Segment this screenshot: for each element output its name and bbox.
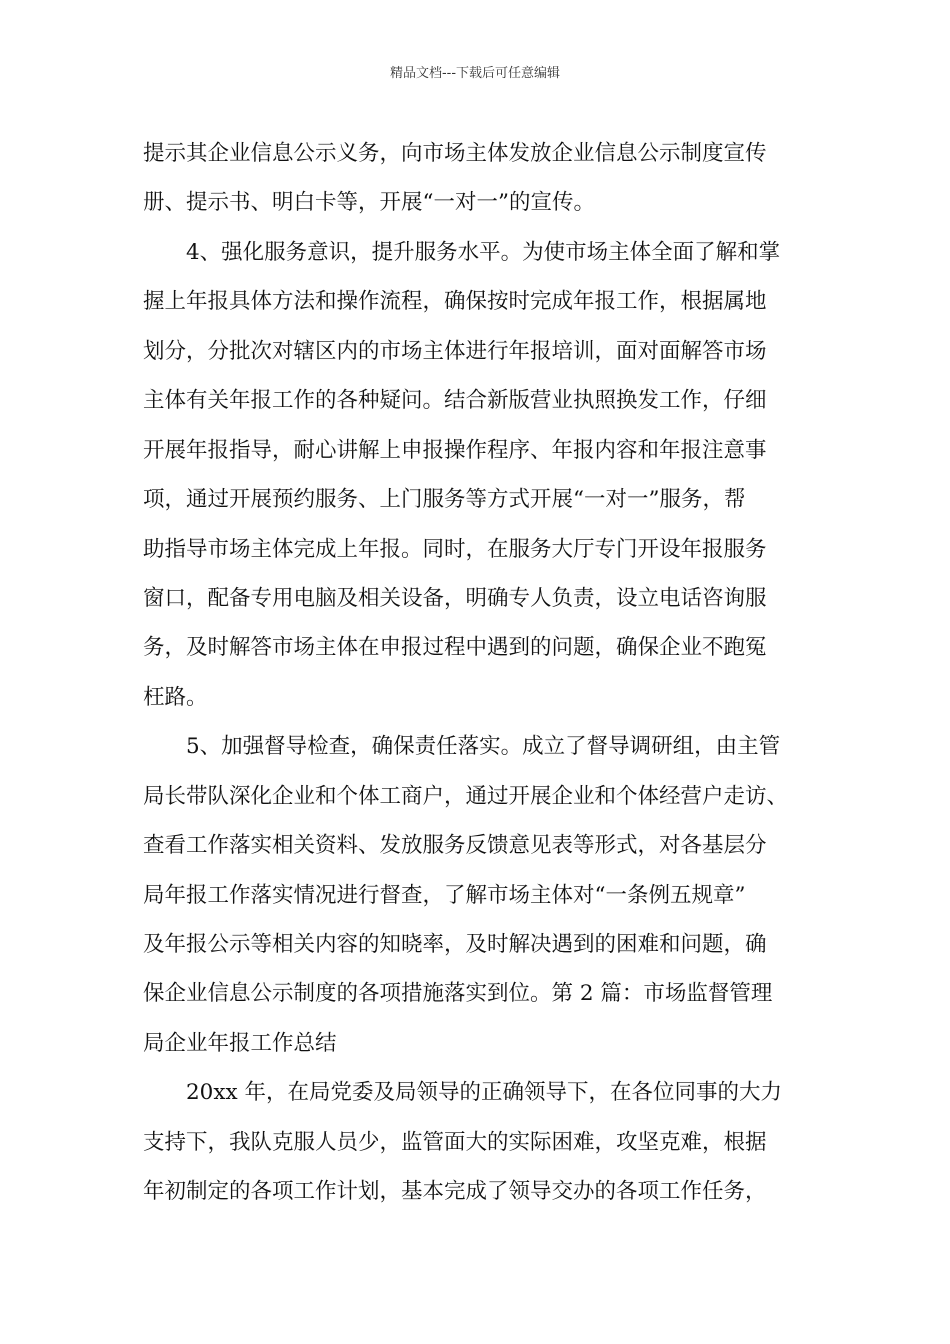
text-line: 枉路。 <box>143 684 208 710</box>
text-line: 支持下，我队克服人员少，监管面大的实际困难，攻坚克难，根据 <box>143 1129 767 1155</box>
text-line: 务，及时解答市场主体在申报过程中遇到的问题，确保企业不跑冤 <box>143 635 767 661</box>
text-line: 局企业年报工作总结 <box>143 1030 337 1056</box>
text-line: 保企业信息公示制度的各项措施落实到位。第 2 篇：市场监督管理 <box>143 981 773 1007</box>
text-line: 查看工作落实相关资料、发放服务反馈意见表等形式，对各基层分 <box>143 833 767 859</box>
paragraph-start-line: 5、加强督导检查，确保责任落实。成立了督导调研组，由主管 <box>186 734 781 760</box>
text-line: 局年报工作落实情况进行督查，了解市场主体对“一条例五规章” <box>143 882 746 908</box>
text-line: 册、提示书、明白卡等，开展“一对一”的宣传。 <box>143 190 595 216</box>
text-line: 及年报公示等相关内容的知晓率，及时解决遇到的困难和问题，确 <box>143 932 767 957</box>
text-line: 开展年报指导，耐心讲解上申报操作程序、年报内容和年报注意事 <box>143 437 767 463</box>
text-line: 划分，分批次对辖区内的市场主体进行年报培训，面对面解答市场 <box>143 338 767 364</box>
paragraph-start-line: 4、强化服务意识，提升服务水平。为使市场主体全面了解和掌 <box>186 239 781 265</box>
page-header: 精品文档---下载后可任意编辑 <box>389 66 561 81</box>
text-line: 握上年报具体方法和操作流程，确保按时完成年报工作，根据属地 <box>143 289 767 315</box>
text-line: 提示其企业信息公示义务，向市场主体发放企业信息公示制度宣传 <box>143 141 767 166</box>
document-body <box>143 129 815 1217</box>
text-line: 年初制定的各项工作计划，基本完成了领导交办的各项工作任务， <box>143 1179 767 1205</box>
text-line: 局长带队深化企业和个体工商户，通过开展企业和个体经营户走访、 <box>143 783 789 809</box>
text-line: 窗口，配备专用电脑及相关设备，明确专人负责，设立电话咨询服 <box>143 585 767 611</box>
paragraph-start-line: 20xx 年，在局党委及局领导的正确领导下，在各位同事的大力 <box>186 1080 782 1106</box>
text-line: 项，通过开展预约服务、上门服务等方式开展“一对一”服务，帮 <box>143 487 746 513</box>
text-line: 助指导市场主体完成上年报。同时，在服务大厅专门开设年报服务 <box>143 536 767 562</box>
text-line: 主体有关年报工作的各种疑问。结合新版营业执照换发工作，仔细 <box>143 388 767 414</box>
